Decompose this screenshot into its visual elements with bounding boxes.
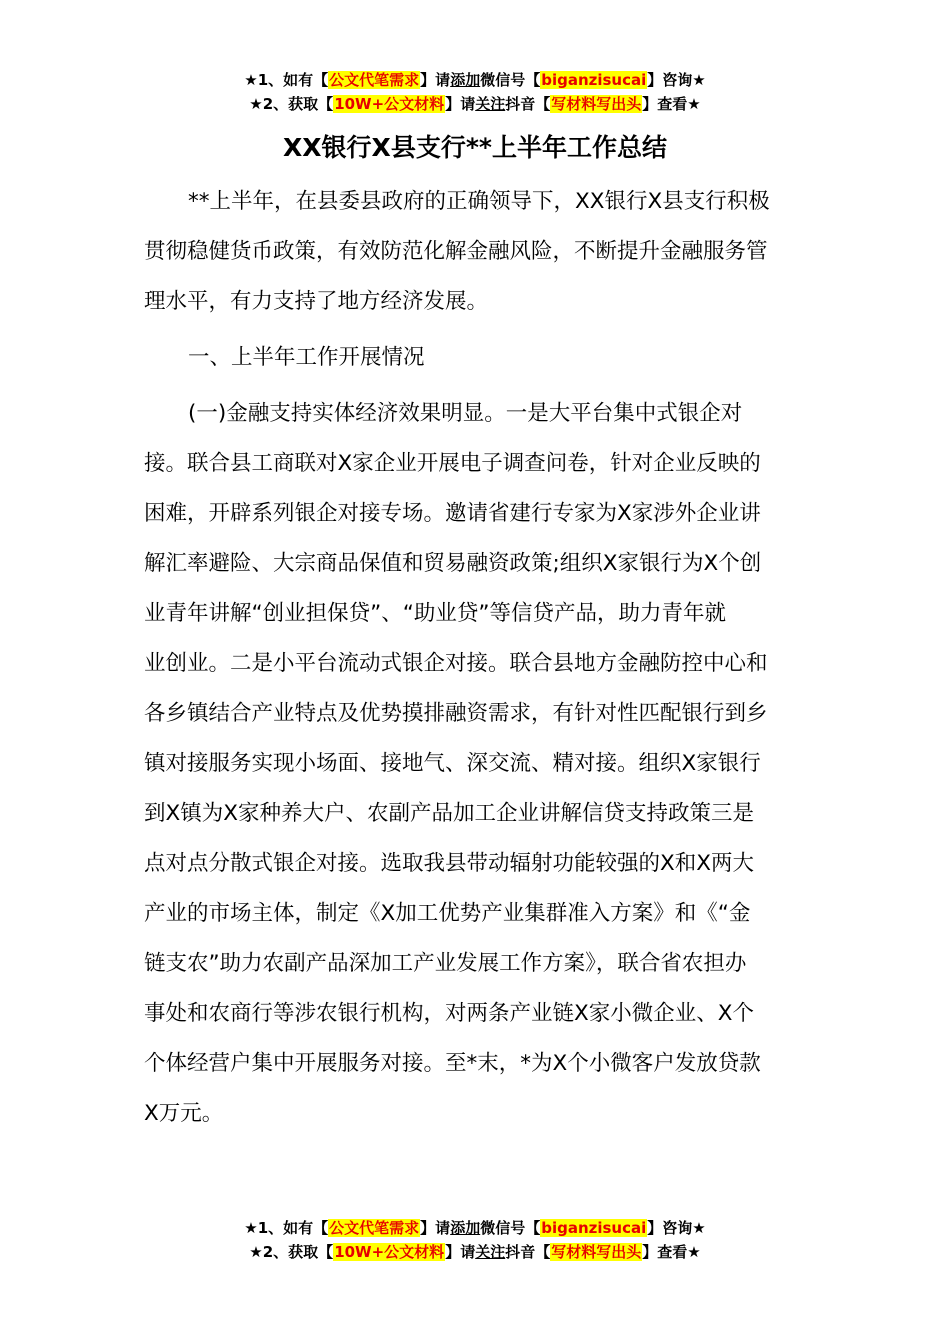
paragraph-line: (一)金融支持实体经济效果明显。一是大平台集中式银企对 (188, 401, 743, 426)
paragraph-line: 到X镇为X家种养大户、农副产品加工企业讲解信贷支持政策三是 (144, 801, 754, 826)
paragraph-line: 镇对接服务实现小场面、接地气、深交流、精对接。组织X家银行 (144, 751, 761, 776)
paragraph-line: 个体经营户集中开展服务对接。至*末，*为X个小微客户发放贷款 (144, 1051, 761, 1076)
paragraph-line: 业青年讲解“创业担保贷”、“助业贷”等信贷产品，助力青年就 (144, 601, 727, 626)
banner-highlight: biganzisucai (541, 71, 647, 89)
paragraph-line: 接。联合县工商联对X家企业开展电子调查问卷，针对企业反映的 (144, 451, 761, 476)
paragraph-line: 链支农”助力农副产品深加工产业发展工作方案》，联合省农担办 (144, 951, 747, 976)
paragraph-line: 业创业。二是小平台流动式银企对接。联合县地方金融防控中心和 (144, 651, 768, 676)
banner-highlight: 写材料写出头 (551, 95, 642, 113)
paragraph-line: X万元。 (144, 1101, 224, 1126)
footer-banner (0, 1216, 950, 1264)
banner-highlight: 写材料写出头 (551, 1243, 642, 1261)
paragraph-line: 点对点分散式银企对接。选取我县带动辐射功能较强的X和X两大 (144, 851, 754, 876)
banner-line-1: ★1、如有【公文代笔需求】请添加微信号【biganzisucai】咨询★ (244, 1219, 706, 1237)
banner-highlight: 公文代笔需求 (329, 71, 420, 89)
banner-highlight: 10W+公文材料 (334, 95, 445, 113)
banner-line-1: ★1、如有【公文代笔需求】请添加微信号【biganzisucai】咨询★ (244, 71, 706, 89)
header-banner (0, 68, 950, 116)
banner-line-2: ★2、获取【10W+公文材料】请关注抖音【写材料写出头】查看★ (249, 1243, 701, 1261)
banner-line-2: ★2、获取【10W+公文材料】请关注抖音【写材料写出头】查看★ (249, 95, 701, 113)
paragraph-line: 各乡镇结合产业特点及优势摸排融资需求，有针对性匹配银行到乡 (144, 701, 768, 726)
paragraph-line: 理水平，有力支持了地方经济发展。 (144, 289, 489, 314)
paragraph-line: 产业的市场主体，制定《X加工优势产业集群准入方案》和《“金 (144, 901, 751, 926)
document-body (144, 177, 810, 1139)
paragraph-line: 困难，开辟系列银企对接专场。邀请省建行专家为X家涉外企业讲 (144, 501, 761, 526)
document-title: XX银行X县支行**上半年工作总结 (283, 133, 667, 162)
banner-highlight: 10W+公文材料 (334, 1243, 445, 1261)
banner-highlight: biganzisucai (541, 1219, 647, 1237)
paragraph-line: 贯彻稳健货币政策，有效防范化解金融风险，不断提升金融服务管 (144, 239, 768, 264)
paragraph-line: **上半年，在县委县政府的正确领导下，XX银行X县支行积极 (188, 189, 770, 214)
paragraph-line: 事处和农商行等涉农银行机构，对两条产业链X家小微企业、X个 (144, 1001, 754, 1026)
section-heading: 一、上半年工作开展情况 (188, 345, 425, 370)
paragraph-line: 解汇率避险、大宗商品保值和贸易融资政策;组织X家银行为X个创 (144, 551, 762, 576)
banner-highlight: 公文代笔需求 (329, 1219, 420, 1237)
